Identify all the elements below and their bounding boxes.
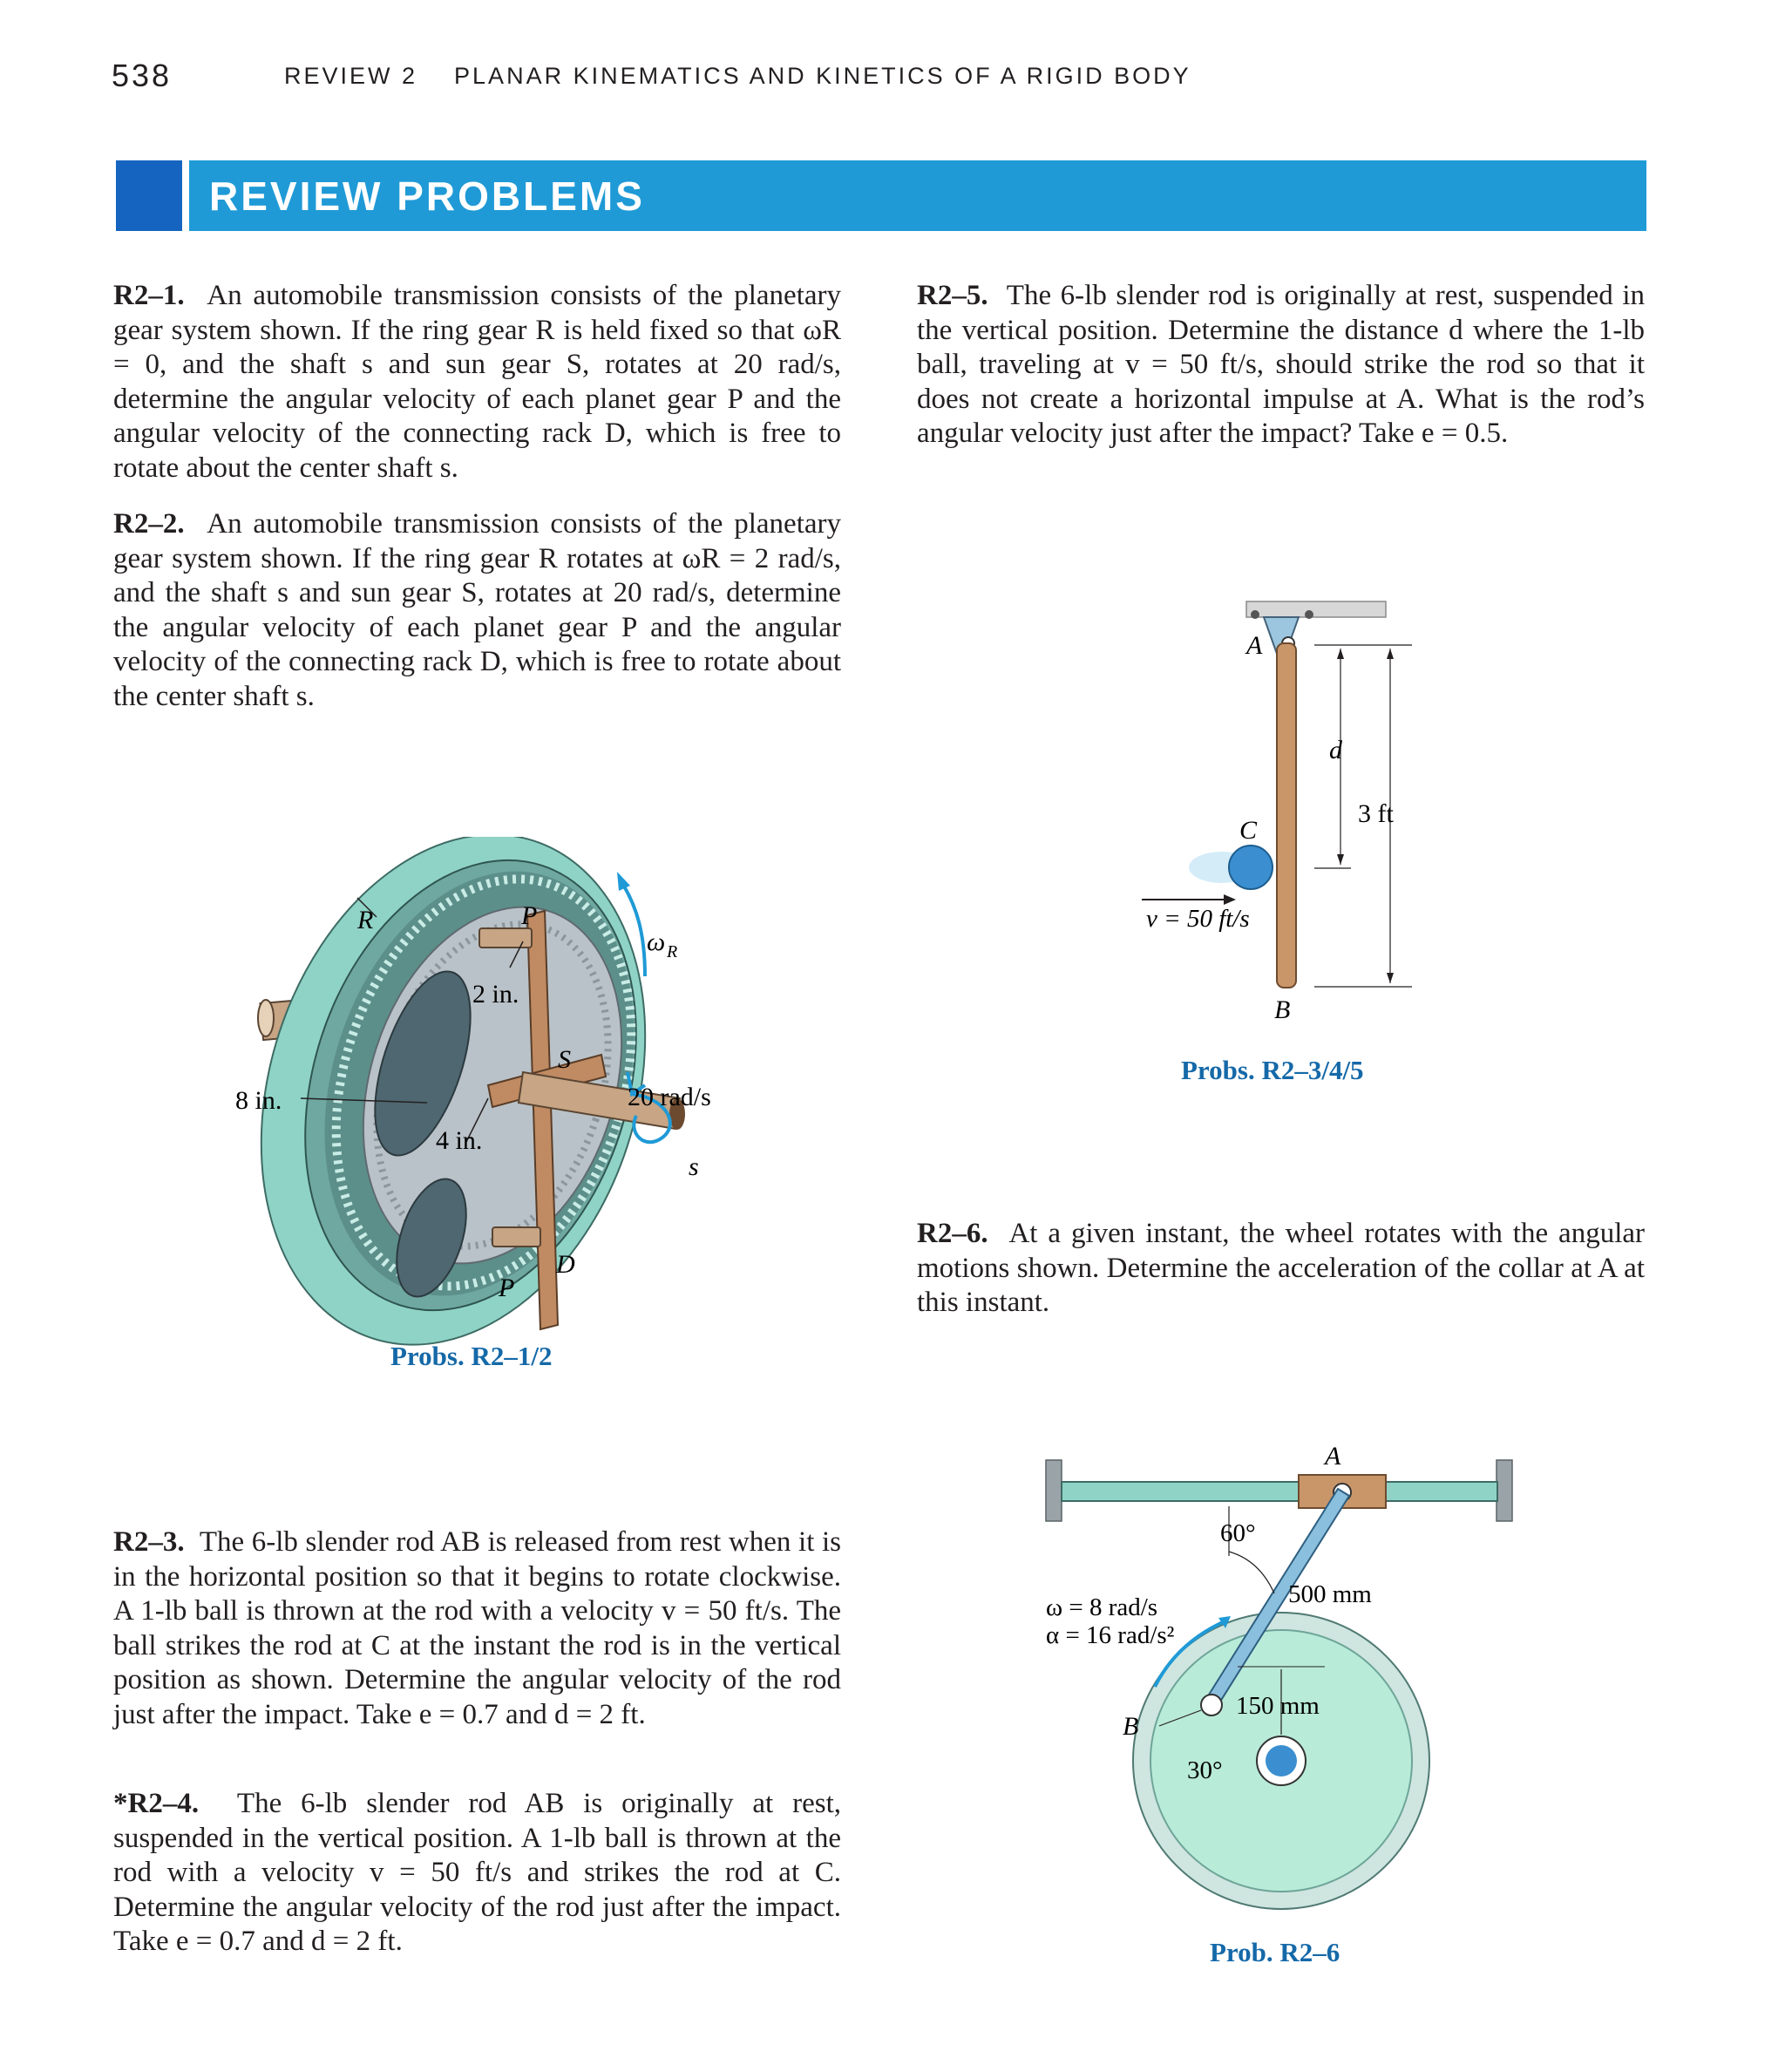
problem-r2-4 xyxy=(113,1787,841,1960)
gear-label-R: R xyxy=(357,906,374,934)
problem-r2-6 xyxy=(917,1217,1645,1321)
problem-text: The 6-lb slender rod AB is originally at rest, suspended in the vertical position. A 1-lb ball is thrown at the rod with a velocity v = 50 ft/s and strikes the rod at C. Determine the angular velocity of the rod just after the impact. Take e = 0.7 and d = 2 ft. xyxy=(113,1788,841,1957)
gear-label-omega-sub: R xyxy=(667,942,678,961)
gear-figure xyxy=(192,837,819,1377)
wheel-label-150mm: 150 mm xyxy=(1236,1692,1320,1720)
rod-label-v: v = 50 ft/s xyxy=(1146,905,1250,933)
problem-r2-3 xyxy=(113,1525,841,1732)
gear-label-omega: ω xyxy=(647,927,666,956)
wheel-label-500mm: 500 mm xyxy=(1288,1580,1372,1608)
gear-label-20rad: 20 rad/s xyxy=(628,1083,711,1111)
problem-number: R2–6. xyxy=(917,1218,988,1249)
banner-accent xyxy=(116,160,182,231)
rod-label-A: A xyxy=(1246,631,1263,660)
wheel-label-alpha: α = 16 rad/s² xyxy=(1046,1621,1175,1649)
chapter-title: PLANAR KINEMATICS AND KINETICS OF A RIGID BODY xyxy=(454,63,1191,89)
rod-label-B: B xyxy=(1274,995,1291,1024)
rod-label-C: C xyxy=(1239,816,1258,845)
problem-text: An automobile transmission consists of the planetary gear system shown. If the ring gear R rotates at ωR = 2 rad/s, and the shaft s and sun gear S, rotates at 20 rad/s, determine the angular velocity of each planet gear P and the angular velocity of the connecting rack D, which is free to rotate about the center shaft s. xyxy=(113,508,841,712)
problem-r2-2 xyxy=(113,507,841,714)
rod-label-d: d xyxy=(1329,736,1342,764)
problem-number: R2–1. xyxy=(113,280,185,311)
problem-number: R2–2. xyxy=(113,508,185,540)
rod-label-3ft: 3 ft xyxy=(1358,799,1394,828)
chapter-label: REVIEW 2 xyxy=(284,63,418,89)
problem-number: *R2–4. xyxy=(113,1788,200,1819)
gear-label-D: D xyxy=(556,1250,575,1279)
problem-number: R2–3. xyxy=(113,1526,185,1558)
problem-number: R2–5. xyxy=(917,280,988,311)
wheel-label-30: 30° xyxy=(1187,1756,1223,1784)
gear-label-2in: 2 in. xyxy=(472,980,519,1009)
wheel-label-A: A xyxy=(1325,1442,1341,1471)
problem-text: An automobile transmission consists of the planetary gear system shown. If the ring gear R is held fixed so that ωR = 0, and the shaft s and sun gear S, rotates at 20 rad/s, determine the angular velocity of each planet gear P and the angular velocity of the connecting rack D, which is free to rotate about the center shaft s. xyxy=(113,280,841,484)
gear-label-s: s xyxy=(689,1152,699,1181)
gear-caption: Probs. R2–1/2 xyxy=(390,1341,553,1371)
gear-label-8in: 8 in. xyxy=(235,1086,282,1115)
problem-text: At a given instant, the wheel rotates with the angular motions shown. Determine the acceleration of the collar at A at this instant. xyxy=(917,1218,1646,1318)
gear-label-P-bottom: P xyxy=(499,1274,515,1302)
gear-label-S: S xyxy=(558,1045,571,1074)
wheel-label-60: 60° xyxy=(1220,1519,1256,1547)
gear-label-4in: 4 in. xyxy=(436,1126,483,1155)
wheel-label-omega: ω = 8 rad/s xyxy=(1046,1593,1158,1621)
rod-figure xyxy=(1124,575,1456,1029)
gear-label-P-top: P xyxy=(521,901,538,930)
running-head xyxy=(284,63,1191,90)
rod-caption: Probs. R2–3/4/5 xyxy=(1181,1055,1364,1085)
problem-r2-1 xyxy=(113,279,841,486)
problem-text: The 6-lb slender rod is originally at rest, suspended in the vertical position. Determine the distance d where the 1-lb ball, traveling at v = 50 ft/s, should strike the rod so that it does not create a horizontal impulse at A. What is the rod’s angular velocity just after the impact? Take e = 0.5. xyxy=(917,280,1645,449)
wheel-caption: Prob. R2–6 xyxy=(1210,1937,1340,1967)
problem-text: The 6-lb slender rod AB is released from rest when it is in the horizontal position so that it begins to rotate clockwise. A 1-lb ball is thrown at the rod with a velocity v = 50 ft/s. The ball strikes the rod at C at the instant the rod is in the vertical position as shown. Determine the angular velocity of the rod just after the impact. Take e = 0.7 and d = 2 ft. xyxy=(113,1526,841,1730)
wheel-figure xyxy=(1028,1438,1551,1935)
problem-r2-5 xyxy=(917,279,1645,452)
section-title: REVIEW PROBLEMS xyxy=(209,173,645,219)
wheel-label-B: B xyxy=(1123,1712,1139,1741)
page-number: 538 xyxy=(112,58,173,93)
